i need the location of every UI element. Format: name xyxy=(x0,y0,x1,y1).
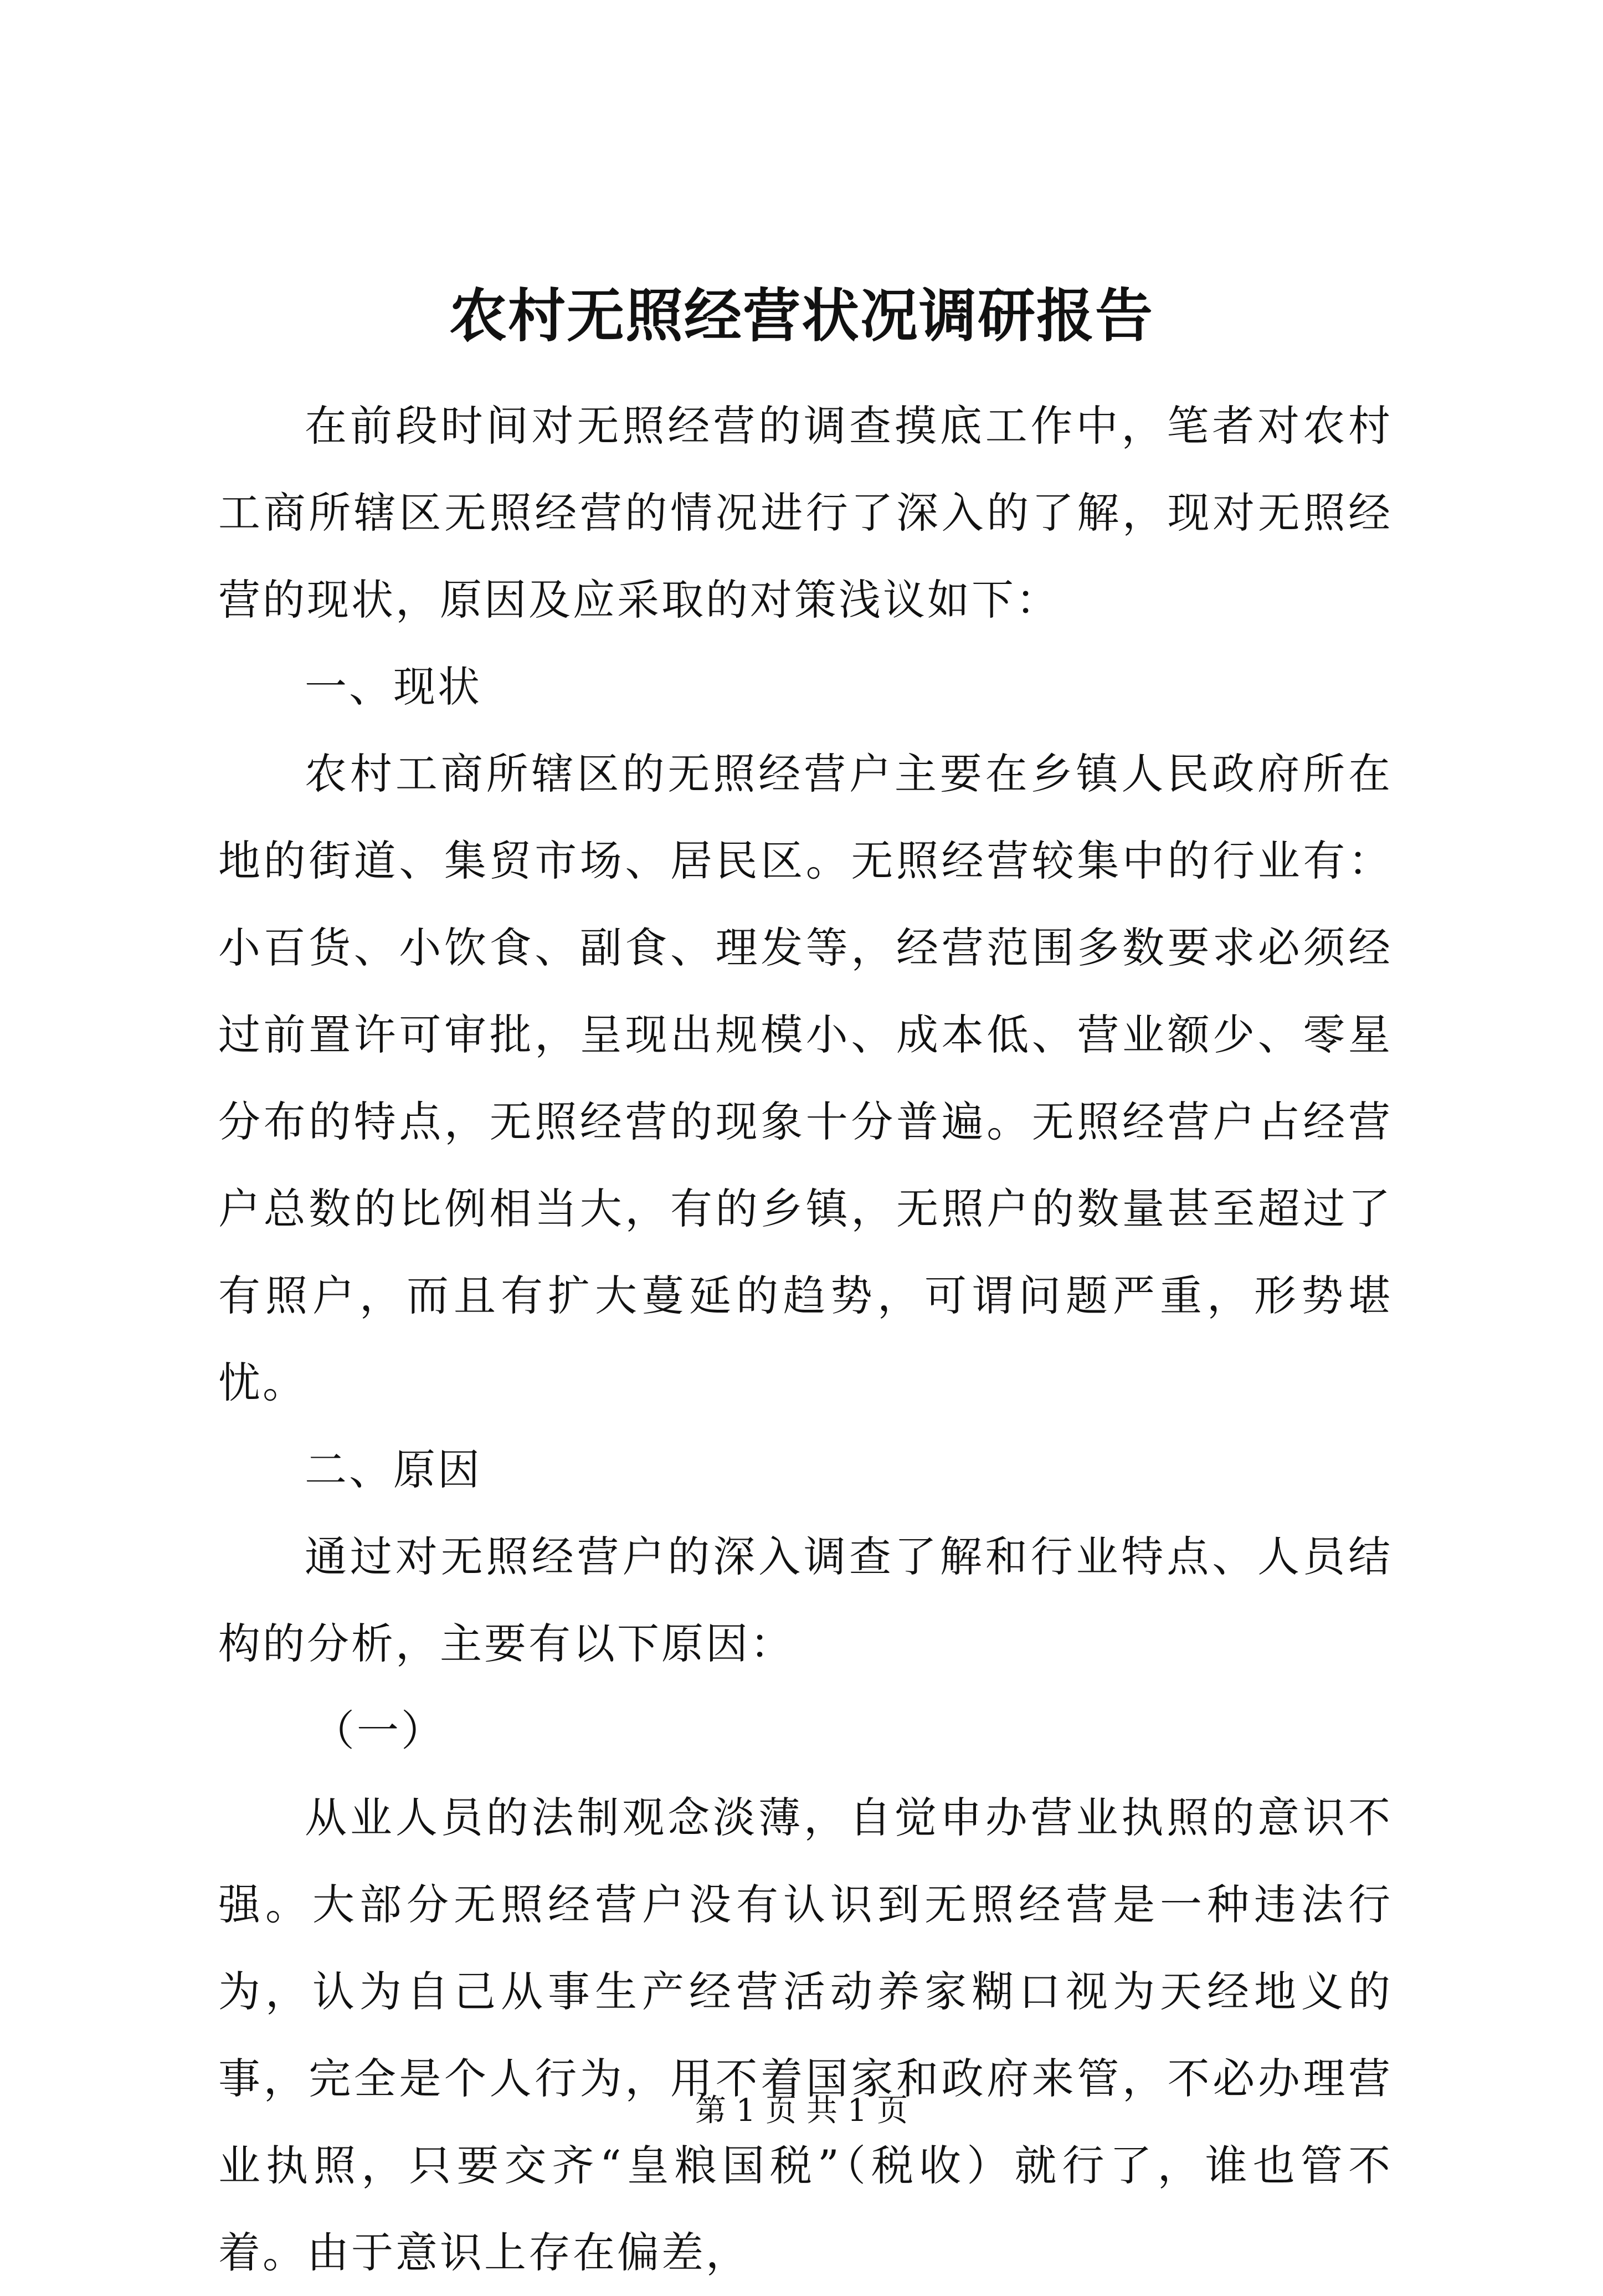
page-footer: 第 1 页 共 1 页 xyxy=(695,2093,908,2129)
paragraph-causes-intro: 通过对无照经营户的深入调查了解和行业特点、人员结构的分析，主要有以下原因： xyxy=(218,1532,1393,1668)
section-heading-causes: 二、原因 xyxy=(305,1445,482,1494)
document-body xyxy=(218,382,1393,2296)
section-heading-status: 一、现状 xyxy=(305,662,482,711)
subsection-heading-one: （一） xyxy=(312,1706,445,1755)
paragraph-intro: 在前段时间对无照经营的调查摸底工作中，笔者对农村工商所辖区无照经营的情况进行了深入的了解，现对无照经营的现状，原因及应采取的对策浅议如下： xyxy=(218,401,1393,624)
paragraph-status: 农村工商所辖区的无照经营户主要在乡镇人民政府所在地的街道、集贸市场、居民区。无照经营较集中的行业有：小百货、小饮食、副食、理发等，经营范围多数要求必须经过前置许可审批，呈现出规模小、成本低、营业额少、零星分布的特点，无照经营的现象十分普遍。无照经营户占经营户总数的比例相当大，有的乡镇，无照户的数量甚至超过了有照户，而且有扩大蔓延的趋势，可谓问题严重，形势堪忧。 xyxy=(218,749,1393,1407)
paragraph-cause-one: 从业人员的法制观念淡薄，自觉申办营业执照的意识不强。大部分无照经营户没有认识到无照经营是一种违法行为，认为自己从事生产经营活动养家糊口视为天经地义的事，完全是个人行为，用不着国家和政府来管，不必办理营业执照，只要交齐“皇粮国税”（税收）就行了，谁也管不着。由于意识上存在偏差， xyxy=(218,1793,1393,2277)
document-title: 农村无照经营状况调研报告 xyxy=(449,281,1154,350)
